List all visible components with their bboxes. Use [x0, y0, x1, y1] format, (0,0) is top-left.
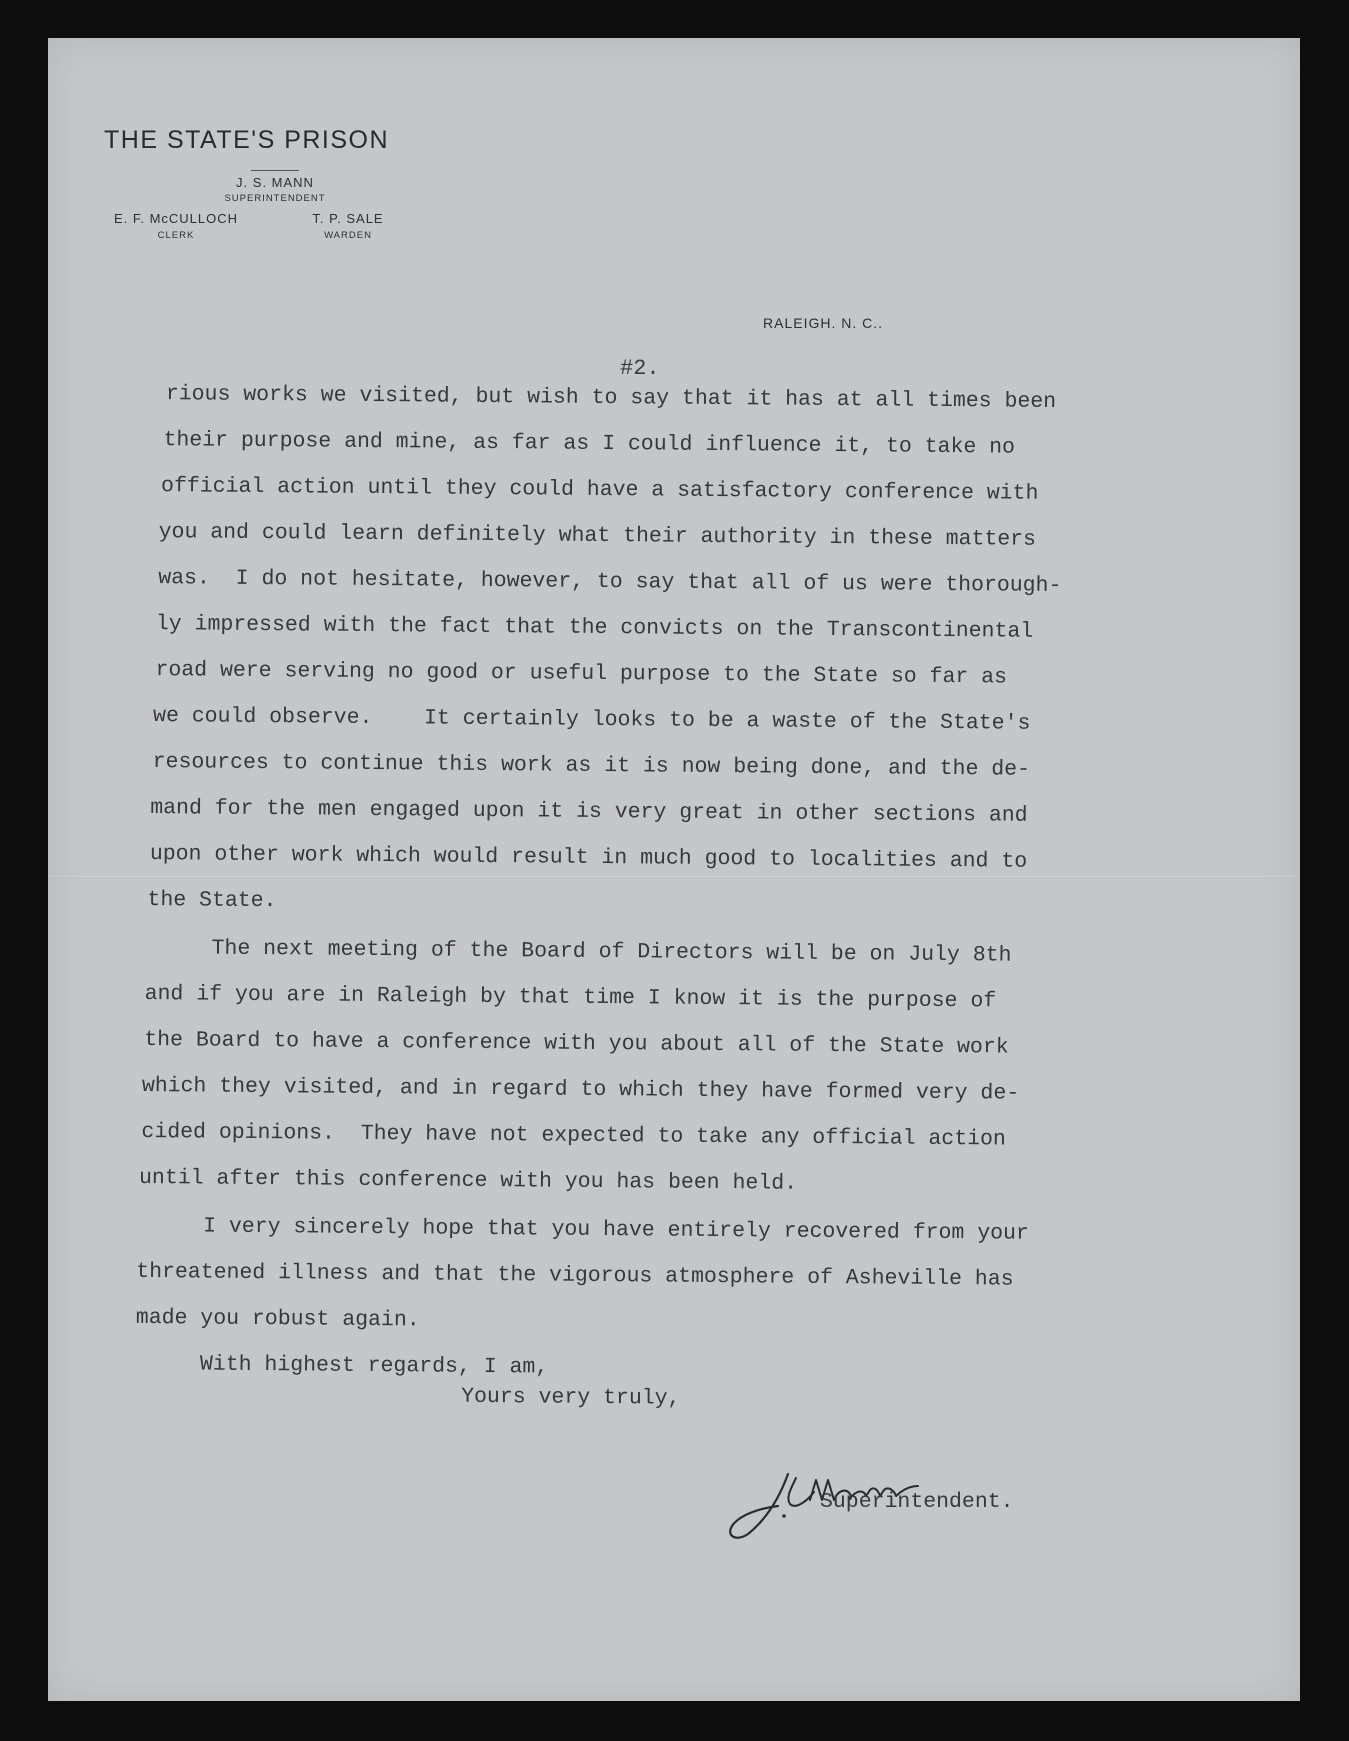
closing-line: Yours very truly, [461, 1384, 681, 1411]
place-line: RALEIGH. N. C.. [763, 315, 884, 331]
body-line: I very sincerely hope that you have entirely recovered from your [138, 1213, 1029, 1246]
superintendent-role: SUPERINTENDENT [224, 193, 326, 204]
body-line: ly impressed with the fact that the convicts on the Transcontinental [155, 612, 1034, 644]
body-line: until after this conference with you has been held. [138, 1165, 798, 1196]
body-line: threatened illness and that the vigorous atmosphere of Asheville has [136, 1259, 1014, 1292]
body-line: resources to continue this work as it is now being done, and the de- [152, 750, 1031, 782]
body-line: mand for the men engaged upon it is very great in other sections and [150, 796, 1028, 828]
body-line: official action until they could have a satisfactory conference with [160, 474, 1039, 506]
warden-name: T. P. SALE [312, 211, 384, 226]
letter-page [48, 38, 1300, 1701]
body-line: upon other work which would result in much good to localities and to [149, 842, 1028, 874]
signature-title: Superintendent. [820, 1490, 1014, 1514]
body-line: the State. [147, 888, 277, 914]
warden-role: WARDEN [324, 230, 372, 241]
body-line: we could observe. It certainly looks to be a waste of the State's [152, 704, 1031, 736]
paper-fold [48, 876, 1300, 878]
body-line: made you robust again. [135, 1305, 420, 1333]
body-line: you and could learn definitely what their authority in these matters [158, 520, 1037, 552]
body-line: road were serving no good or useful purpose to the State so far as [155, 658, 1008, 690]
body-line: which they visited, and in regard to which they have formed very de- [141, 1073, 1020, 1106]
body-line: cided opinions. They have not expected to take any official action [141, 1119, 1006, 1152]
body-line: the Board to have a conference with you about all of the State work [144, 1027, 1009, 1060]
body-line: their purpose and mine, as far as I could influence it, to take no [163, 428, 1016, 460]
body-line: and if you are in Raleigh by that time I know it is the purpose of [144, 981, 997, 1014]
clerk-role: CLERK [157, 230, 195, 241]
body-line: was. I do not hesitate, however, to say that all of us were thorough- [158, 566, 1062, 598]
superintendent-name: J. S. MANN [236, 175, 314, 190]
body-line: With highest regards, I am, [135, 1351, 549, 1380]
body-line: rious works we visited, but wish to say that it has at all times been [165, 382, 1057, 414]
letterhead-rule [251, 170, 299, 171]
letter-body [135, 382, 1148, 1411]
letterhead-title: THE STATE'S PRISON [104, 126, 390, 154]
page-number: #2. [620, 356, 660, 381]
clerk-name: E. F. McCULLOCH [113, 211, 239, 226]
body-line: The next meeting of the Board of Directors will be on July 8th [146, 936, 1012, 968]
